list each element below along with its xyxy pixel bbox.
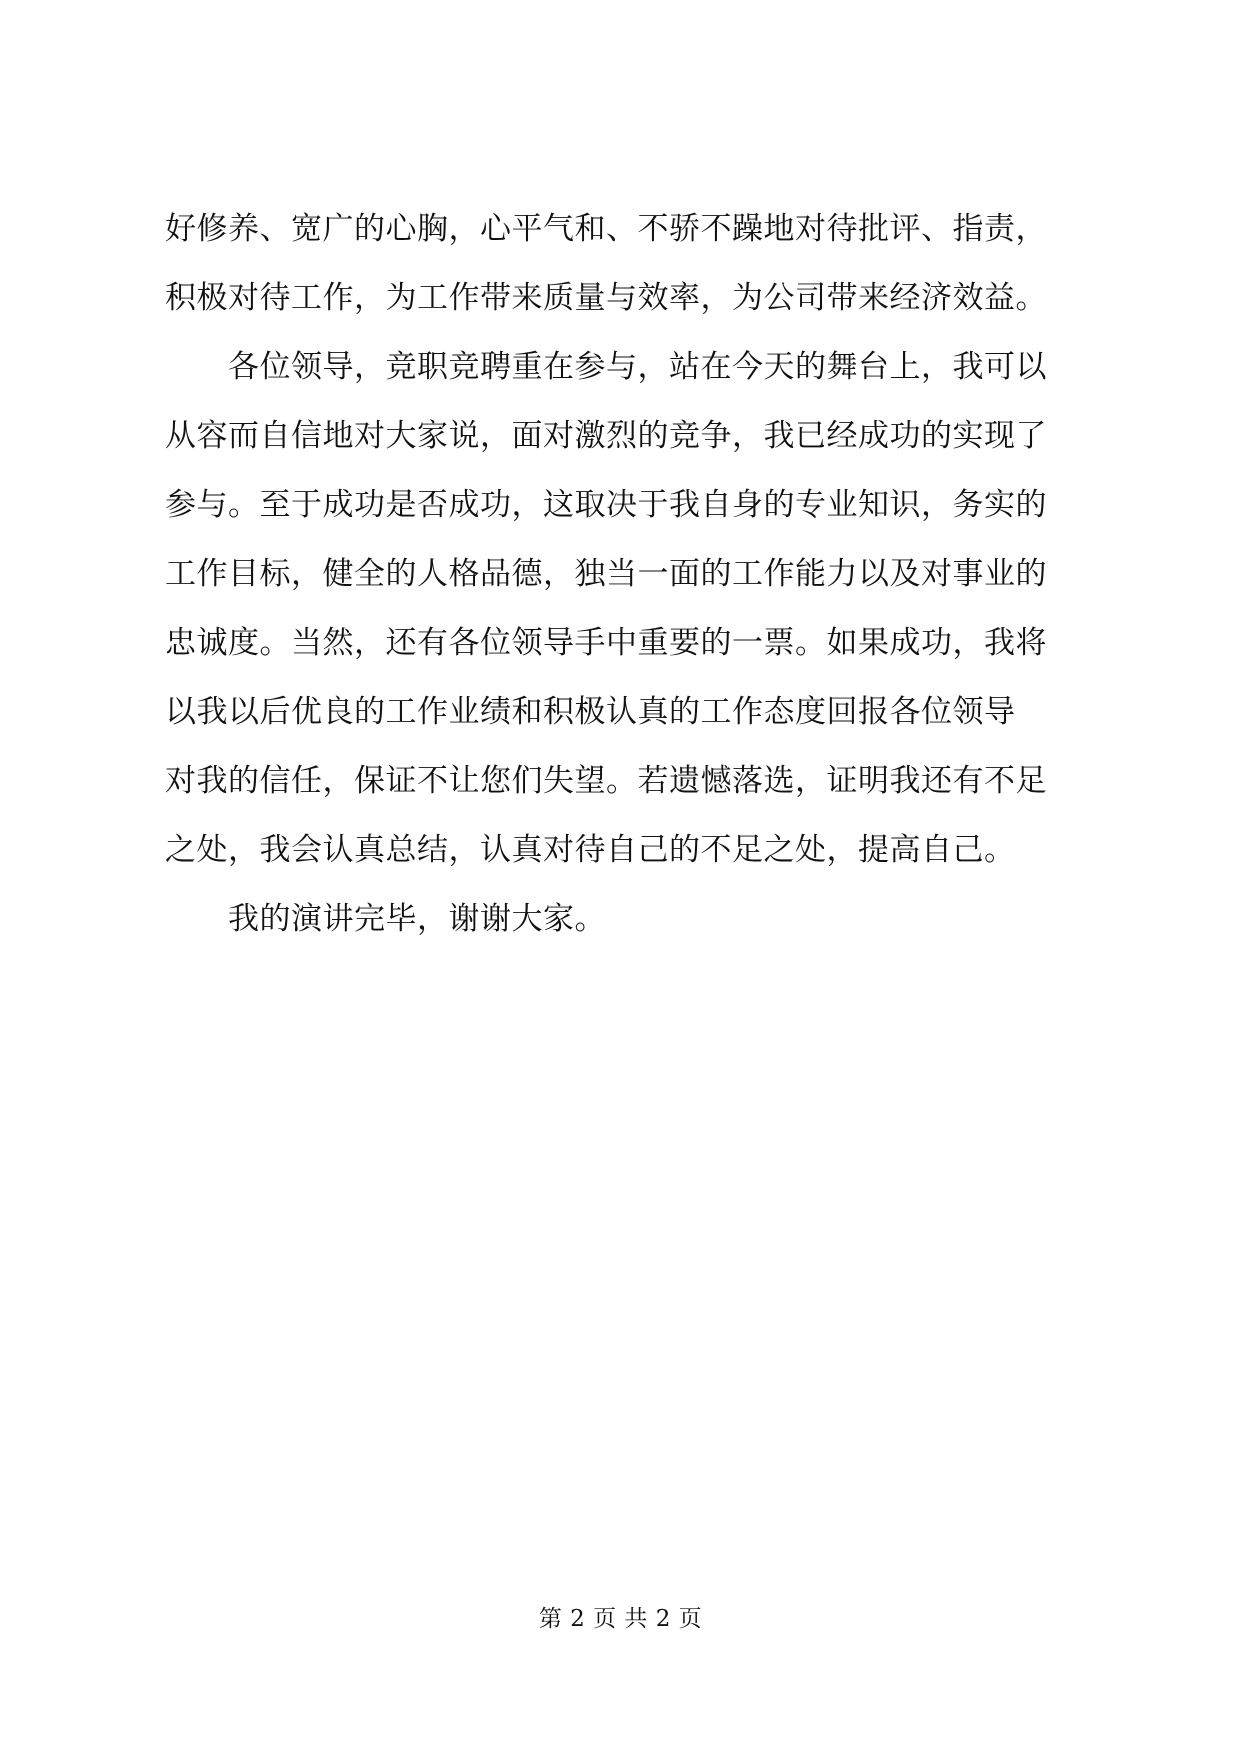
- text-line: 对我的信任，保证不让您们失望。若遗憾落选，证明我还有不足: [165, 763, 1047, 799]
- text-line: 工作目标，健全的人格品德，独当一面的工作能力以及对事业的: [165, 556, 1047, 592]
- page-number: 第 2 页 共 2 页: [538, 1606, 703, 1632]
- text-line: 以我以后优良的工作业绩和积极认真的工作态度回报各位领导: [165, 694, 1016, 730]
- text-line: 忠诚度。当然，还有各位领导手中重要的一票。如果成功，我将: [165, 625, 1047, 661]
- text-line: 积极对待工作，为工作带来质量与效率，为公司带来经济效益。: [165, 280, 1047, 316]
- text-line: 好修养、宽广的心胸，心平气和、不骄不躁地对待批评、指责，: [165, 211, 1047, 247]
- text-line: 各位领导，竞职竞聘重在参与，站在今天的舞台上，我可以: [165, 349, 1047, 385]
- text-line: 从容而自信地对大家说，面对激烈的竞争，我已经成功的实现了: [165, 418, 1047, 454]
- text-line: 参与。至于成功是否成功，这取决于我自身的专业知识，务实的: [165, 487, 1047, 523]
- document-body: [165, 195, 1085, 954]
- page-footer: [0, 1604, 1241, 1634]
- text-line: 之处，我会认真总结，认真对待自己的不足之处，提高自己。: [165, 832, 1016, 868]
- text-line: 我的演讲完毕，谢谢大家。: [165, 901, 606, 937]
